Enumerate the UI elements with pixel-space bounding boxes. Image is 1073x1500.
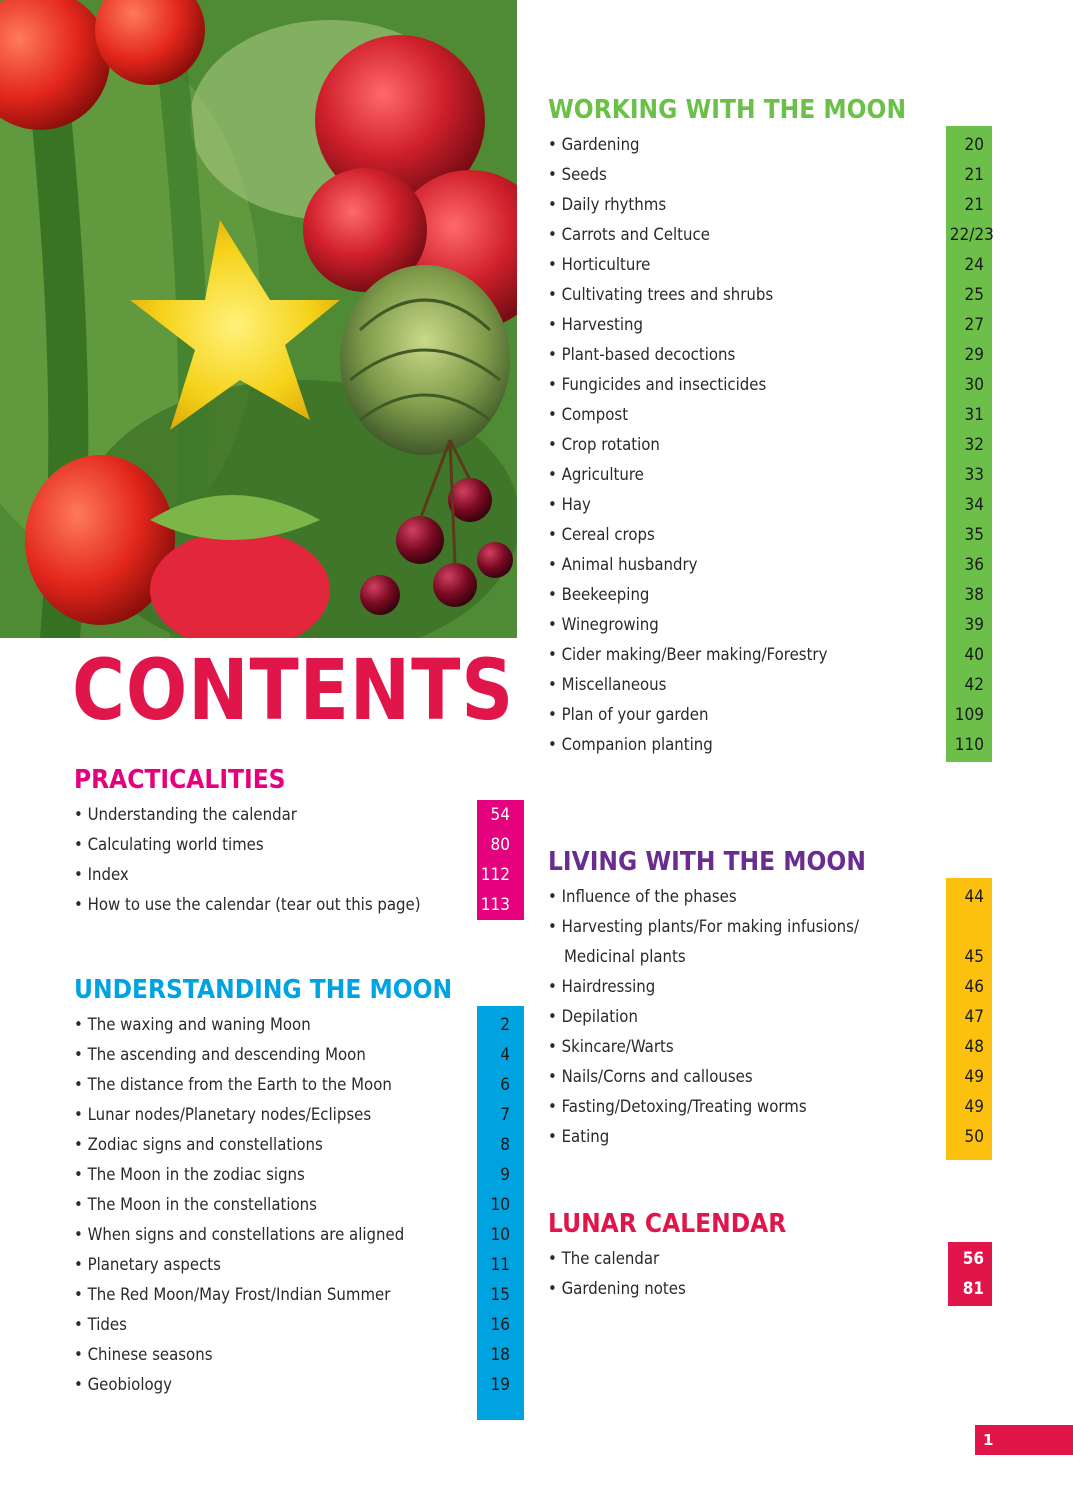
toc-entry-page-number: 21: [964, 195, 984, 215]
toc-entry-page-number: 11: [490, 1255, 510, 1275]
toc-entry[interactable]: [74, 1190, 524, 1220]
toc-entry[interactable]: [548, 280, 992, 310]
toc-entry-page-number: 7: [500, 1105, 510, 1125]
toc-entry-page-number: 9: [500, 1165, 510, 1185]
toc-entry-page-number: 38: [964, 585, 984, 605]
toc-entry[interactable]: [74, 1310, 524, 1340]
toc-entry-label: • The Moon in the constellations: [74, 1195, 317, 1215]
toc-entry[interactable]: [74, 830, 524, 860]
toc-entry[interactable]: [548, 1062, 992, 1092]
toc-entry-label: • Hairdressing: [548, 977, 656, 997]
page-number: 1: [983, 1431, 994, 1449]
toc-entry-page-number: 48: [964, 1037, 984, 1057]
toc-entry-label: • Understanding the calendar: [74, 805, 297, 825]
toc-entry[interactable]: [74, 1040, 524, 1070]
toc-entry[interactable]: [548, 400, 992, 430]
toc-entry-label: • Gardening notes: [548, 1279, 686, 1299]
toc-entry[interactable]: [548, 370, 992, 400]
page-title: CONTENTS: [72, 641, 515, 739]
section-heading: UNDERSTANDING THE MOON: [74, 975, 453, 1005]
toc-entry-page-number: 44: [964, 887, 984, 907]
toc-entry[interactable]: [548, 190, 992, 220]
toc-entry-label: • Planetary aspects: [74, 1255, 221, 1275]
section-understanding-the-moon: [74, 974, 524, 1400]
toc-entry[interactable]: [74, 860, 524, 890]
toc-entry-page-number: 20: [964, 135, 984, 155]
toc-entry-page-number: 18: [490, 1345, 510, 1365]
toc-entry[interactable]: [548, 340, 992, 370]
toc-entry-page-number: 24: [964, 255, 984, 275]
toc-entry-label: • Influence of the phases: [548, 887, 737, 907]
vegetable-illustration: [0, 0, 517, 638]
toc-entry-label: • Geobiology: [74, 1375, 172, 1395]
toc-entry[interactable]: [548, 310, 992, 340]
toc-entry-page-number: 21: [964, 165, 984, 185]
toc-entry-label: • Depilation: [548, 1007, 638, 1027]
toc-entry-label: • Cultivating trees and shrubs: [548, 285, 774, 305]
toc-entry-page-number: 42: [964, 675, 984, 695]
toc-entry[interactable]: [548, 640, 992, 670]
toc-entry-label: • Eating: [548, 1127, 610, 1147]
toc-entry-page-number: 4: [500, 1045, 510, 1065]
toc-entry-page-number: 32: [964, 435, 984, 455]
toc-entry[interactable]: [548, 1122, 992, 1152]
toc-entry[interactable]: [74, 1160, 524, 1190]
toc-entry[interactable]: [74, 800, 524, 830]
toc-entry-page-number: 56: [962, 1249, 984, 1269]
toc-entry-page-number: 47: [964, 1007, 984, 1027]
toc-entry[interactable]: [548, 882, 992, 912]
toc-entry[interactable]: [548, 520, 992, 550]
toc-entry[interactable]: [548, 580, 992, 610]
toc-entry[interactable]: [74, 1100, 524, 1130]
toc-entry[interactable]: [548, 700, 992, 730]
section-lunar-calendar: [548, 1208, 992, 1304]
toc-entry-label: • Harvesting: [548, 315, 643, 335]
toc-entry-label: • Winegrowing: [548, 615, 659, 635]
toc-entry[interactable]: [548, 972, 992, 1002]
toc-entry[interactable]: [548, 610, 992, 640]
toc-entry[interactable]: [548, 550, 992, 580]
section-practicalities: [74, 764, 524, 920]
toc-entry-page-number: 46: [964, 977, 984, 997]
toc-entry-label: • Compost: [548, 405, 629, 425]
toc-entry-page-number: 2: [500, 1015, 510, 1035]
toc-entry-page-number: 35: [964, 525, 984, 545]
toc-entry[interactable]: [548, 160, 992, 190]
toc-entry-page-number: 45: [964, 947, 984, 967]
toc-entry[interactable]: [548, 490, 992, 520]
toc-entry-label: • Carrots and Celtuce: [548, 225, 710, 245]
toc-entry[interactable]: [74, 1280, 524, 1310]
toc-entry[interactable]: [548, 130, 992, 160]
toc-entry-label: • Animal husbandry: [548, 555, 698, 575]
toc-entry-page-number: 110: [954, 735, 984, 755]
toc-entry-label: • Chinese seasons: [74, 1345, 213, 1365]
toc-entry[interactable]: [548, 1274, 992, 1304]
toc-entry-label: • The calendar: [548, 1249, 660, 1269]
toc-entry-label: • Harvesting plants/For making infusions/: [548, 917, 859, 937]
toc-entry-label: • Seeds: [548, 165, 607, 185]
toc-entry-page-number: 81: [962, 1279, 984, 1299]
toc-entry-label: • Daily rhythms: [548, 195, 667, 215]
toc-entry-page-number: 27: [964, 315, 984, 335]
toc-entry[interactable]: [74, 1070, 524, 1100]
section-heading: WORKING WITH THE MOON: [548, 95, 907, 125]
toc-entry-page-number: 10: [490, 1195, 510, 1215]
toc-entry-page-number: 113: [480, 895, 510, 915]
toc-entry-label: • The waxing and waning Moon: [74, 1015, 311, 1035]
toc-entry-page-number: 49: [964, 1097, 984, 1117]
toc-entry-label: • Fungicides and insecticides: [548, 375, 767, 395]
toc-entry-label: • The Red Moon/May Frost/Indian Summer: [74, 1285, 391, 1305]
toc-entry-label: • Cider making/Beer making/Forestry: [548, 645, 828, 665]
section-working-with-the-moon: [548, 94, 992, 760]
toc-entry[interactable]: [548, 1002, 992, 1032]
toc-entry-label: • Gardening: [548, 135, 640, 155]
toc-entry-page-number: 19: [490, 1375, 510, 1395]
toc-entry-label: • Cereal crops: [548, 525, 655, 545]
toc-entry[interactable]: [548, 670, 992, 700]
toc-entry[interactable]: [74, 890, 524, 920]
toc-entry-page-number: 54: [490, 805, 510, 825]
toc-entry-label: • Tides: [74, 1315, 127, 1335]
toc-entry-page-number: 15: [490, 1285, 510, 1305]
toc-entry[interactable]: [74, 1370, 524, 1400]
toc-entry-page-number: 8: [500, 1135, 510, 1155]
toc-entry-label: • The Moon in the zodiac signs: [74, 1165, 305, 1185]
toc-entry-page-number: 40: [964, 645, 984, 665]
toc-entry[interactable]: [74, 1250, 524, 1280]
toc-entry-page-number: 49: [964, 1067, 984, 1087]
toc-entry-page-number: 29: [964, 345, 984, 365]
toc-entry-page-number: 80: [490, 835, 510, 855]
toc-entry-page-number: 16: [490, 1315, 510, 1335]
toc-entry[interactable]: [548, 460, 992, 490]
section-living-with-the-moon: [548, 846, 992, 1152]
toc-entry-label: • Crop rotation: [548, 435, 660, 455]
toc-entry-page-number: 22/23: [949, 225, 994, 245]
toc-entry[interactable]: [74, 1220, 524, 1250]
toc-entry-label: • The ascending and descending Moon: [74, 1045, 366, 1065]
toc-entry-page-number: 6: [500, 1075, 510, 1095]
toc-entry-label: • The distance from the Earth to the Moon: [74, 1075, 392, 1095]
toc-entry[interactable]: [548, 1092, 992, 1122]
toc-entry-label: • Index: [74, 865, 129, 885]
toc-entry-page-number: 25: [964, 285, 984, 305]
toc-entry-label: • Fasting/Detoxing/Treating worms: [548, 1097, 807, 1117]
toc-entry-page-number: 31: [964, 405, 984, 425]
toc-entry-label: • Plan of your garden: [548, 705, 709, 725]
toc-entry[interactable]: [74, 1130, 524, 1160]
toc-entry-label: • Hay: [548, 495, 591, 515]
toc-entry-page-number: 30: [964, 375, 984, 395]
toc-entry-label: Medicinal plants: [564, 947, 686, 967]
toc-entry[interactable]: [548, 1032, 992, 1062]
toc-entry-page-number: 33: [964, 465, 984, 485]
toc-entry-page-number: 34: [964, 495, 984, 515]
toc-entry-page-number: 50: [964, 1127, 984, 1147]
toc-entry-label: • When signs and constellations are aligned: [74, 1225, 405, 1245]
toc-entry-label: • Lunar nodes/Planetary nodes/Eclipses: [74, 1105, 372, 1125]
toc-entry-label: • Calculating world times: [74, 835, 264, 855]
section-heading: PRACTICALITIES: [74, 765, 286, 795]
toc-entry-label: • How to use the calendar (tear out this page): [74, 895, 421, 915]
toc-entry-page-number: 109: [954, 705, 984, 725]
toc-entry[interactable]: [548, 430, 992, 460]
section-heading: LIVING WITH THE MOON: [548, 847, 866, 877]
toc-entry-page-number: 39: [964, 615, 984, 635]
toc-entry-label: • Beekeeping: [548, 585, 650, 605]
toc-entry[interactable]: [74, 1010, 524, 1040]
toc-entry-page-number: 36: [964, 555, 984, 575]
toc-entry-label: • Agriculture: [548, 465, 644, 485]
toc-entry[interactable]: [548, 730, 992, 760]
cover-photo-collage: [0, 0, 517, 638]
toc-entry-label: • Plant-based decoctions: [548, 345, 736, 365]
toc-entry[interactable]: [548, 1244, 992, 1274]
toc-entry-label: • Zodiac signs and constellations: [74, 1135, 323, 1155]
toc-entry[interactable]: [74, 1340, 524, 1370]
toc-entry[interactable]: [548, 220, 992, 250]
toc-entry-label: • Horticulture: [548, 255, 651, 275]
toc-entry[interactable]: [548, 912, 992, 942]
toc-entry[interactable]: [548, 942, 992, 972]
toc-entry-label: • Skincare/Warts: [548, 1037, 674, 1057]
toc-entry-label: • Nails/Corns and callouses: [548, 1067, 753, 1087]
toc-entry[interactable]: [548, 250, 992, 280]
toc-entry-label: • Miscellaneous: [548, 675, 667, 695]
toc-entry-page-number: 112: [480, 865, 510, 885]
section-heading: LUNAR CALENDAR: [548, 1209, 787, 1239]
toc-entry-page-number: 10: [490, 1225, 510, 1245]
toc-entry-label: • Companion planting: [548, 735, 713, 755]
